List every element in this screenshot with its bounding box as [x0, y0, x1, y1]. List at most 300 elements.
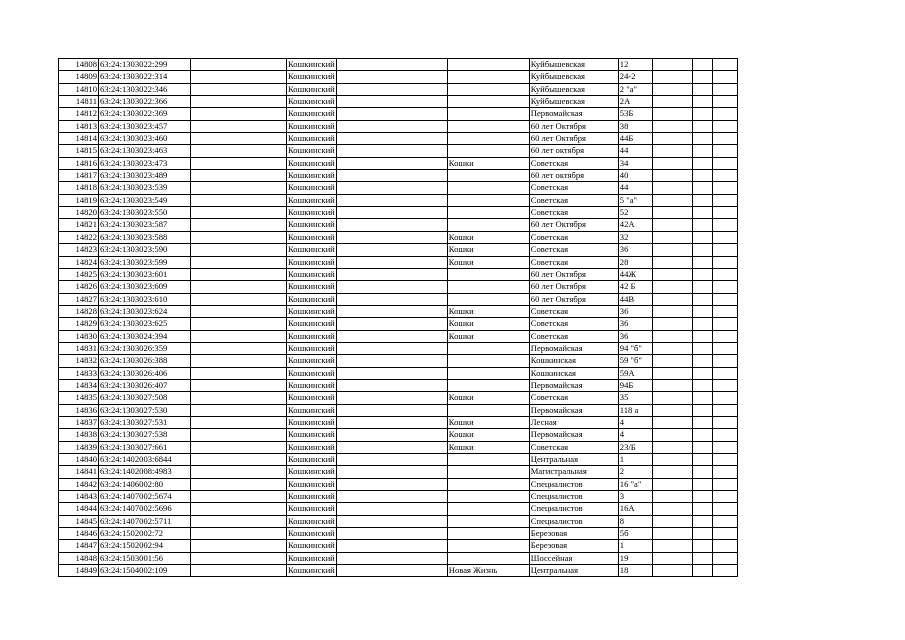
street-cell: 60 лет Октября	[529, 268, 618, 280]
settlement-cell: Кошки	[447, 231, 529, 243]
house-number-cell: 5б	[618, 528, 652, 540]
empty-cell	[191, 367, 287, 379]
district-cell: Кошкинский	[288, 565, 335, 576]
extra-cell-a	[652, 565, 692, 577]
district-cell: Кошкинский	[288, 330, 335, 341]
table-row	[59, 416, 738, 428]
extra-cell-b	[692, 231, 712, 243]
table-row	[59, 71, 738, 83]
street-cell: Первомайская	[529, 429, 618, 441]
extra-cell-c	[712, 71, 737, 83]
row-number-cell: 14839	[59, 441, 99, 453]
table-row	[59, 120, 738, 132]
extra-cell-b	[692, 367, 712, 379]
extra-cell-b	[692, 392, 712, 404]
table-row	[59, 454, 738, 466]
extra-cell-a	[652, 182, 692, 194]
row-number-cell: 14810	[59, 83, 99, 95]
table-row	[59, 133, 738, 145]
extra-cell-b	[692, 219, 712, 231]
cadastral-number-cell: 63:24:1303023:460	[99, 133, 191, 145]
district-cell: Кошкинский	[288, 108, 335, 119]
settlement-cell: Кошки	[447, 244, 529, 256]
extra-cell-b	[692, 305, 712, 317]
blank-cell	[336, 108, 447, 120]
blank-cell	[336, 170, 447, 182]
row-number-cell: 14841	[59, 466, 99, 478]
cadastral-number-cell: 63:24:1407002:5711	[99, 515, 191, 527]
row-number-cell: 14831	[59, 342, 99, 354]
empty-cell	[191, 120, 287, 132]
house-number-cell: 44Ж	[618, 268, 652, 280]
empty-cell	[191, 157, 287, 169]
house-number-cell: 16 "а"	[618, 478, 652, 490]
street-cell: Первомайская	[529, 108, 618, 120]
row-number-cell: 14849	[59, 565, 99, 577]
street-cell: Специалистов	[529, 515, 618, 527]
house-number-cell: 23/Б	[618, 441, 652, 453]
empty-cell	[191, 491, 287, 503]
district-cell: Кошкинский	[288, 207, 335, 218]
row-number-cell: 14847	[59, 540, 99, 552]
blank-cell	[336, 503, 447, 515]
table-row	[59, 108, 738, 120]
extra-cell-b	[692, 293, 712, 305]
settlement-cell	[447, 293, 529, 305]
extra-cell-b	[692, 454, 712, 466]
settlement-cell: Кошки	[447, 330, 529, 342]
blank-cell	[336, 71, 447, 83]
row-number-cell: 14823	[59, 244, 99, 256]
extra-cell-b	[692, 503, 712, 515]
extra-cell-a	[652, 367, 692, 379]
blank-cell	[336, 355, 447, 367]
extra-cell-c	[712, 528, 737, 540]
extra-cell-a	[652, 71, 692, 83]
district-cell: Кошкинский	[288, 120, 335, 131]
extra-cell-c	[712, 108, 737, 120]
row-number-cell: 14814	[59, 133, 99, 145]
cadastral-number-cell: 63:24:1503001:56	[99, 552, 191, 564]
street-cell: Специалистов	[529, 503, 618, 515]
settlement-cell	[447, 194, 529, 206]
extra-cell-a	[652, 145, 692, 157]
cadastral-number-cell: 63:24:1303022:346	[99, 83, 191, 95]
extra-cell-c	[712, 293, 737, 305]
cadastral-number-cell: 63:24:1303023:539	[99, 182, 191, 194]
extra-cell-c	[712, 367, 737, 379]
empty-cell	[191, 404, 287, 416]
row-number-cell: 14845	[59, 515, 99, 527]
district-cell: Кошкинский	[288, 441, 335, 452]
table-row	[59, 367, 738, 379]
street-cell: Советская	[529, 330, 618, 342]
row-number-cell: 14821	[59, 219, 99, 231]
blank-cell	[336, 367, 447, 379]
row-number-cell: 14848	[59, 552, 99, 564]
district-cell: Кошкинский	[288, 170, 335, 181]
extra-cell-a	[652, 416, 692, 428]
district-cell: Кошкинский	[288, 293, 335, 304]
empty-cell	[191, 83, 287, 95]
settlement-cell	[447, 170, 529, 182]
settlement-cell	[447, 108, 529, 120]
extra-cell-c	[712, 59, 737, 71]
cadastral-number-cell: 63:24:1303023:601	[99, 268, 191, 280]
house-number-cell: 19	[618, 552, 652, 564]
extra-cell-b	[692, 466, 712, 478]
table-row	[59, 59, 738, 71]
district-cell: Кошкинский	[288, 466, 335, 477]
extra-cell-a	[652, 355, 692, 367]
empty-cell	[191, 355, 287, 367]
street-cell: 60 лет октября	[529, 145, 618, 157]
extra-cell-a	[652, 342, 692, 354]
settlement-cell	[447, 342, 529, 354]
house-number-cell: 2	[618, 466, 652, 478]
table-row	[59, 256, 738, 268]
cadastral-number-cell: 63:24:1303023:624	[99, 305, 191, 317]
table-row	[59, 466, 738, 478]
table-row	[59, 231, 738, 243]
district-cell: Кошкинский	[288, 268, 335, 279]
table-row	[59, 478, 738, 490]
extra-cell-b	[692, 565, 712, 577]
settlement-cell: Кошки	[447, 416, 529, 428]
settlement-cell	[447, 552, 529, 564]
cadastral-number-cell: 63:24:1406002:80	[99, 478, 191, 490]
cadastral-number-cell: 63:24:1303026:388	[99, 355, 191, 367]
settlement-cell	[447, 133, 529, 145]
row-number-cell: 14815	[59, 145, 99, 157]
cadastral-number-cell: 63:24:1303022:369	[99, 108, 191, 120]
street-cell: Советская	[529, 318, 618, 330]
district-cell: Кошкинский	[288, 392, 335, 403]
cadastral-number-cell: 63:24:1407002:5696	[99, 503, 191, 515]
blank-cell	[336, 207, 447, 219]
house-number-cell: 38	[618, 120, 652, 132]
blank-cell	[336, 565, 447, 577]
empty-cell	[191, 268, 287, 280]
district-cell: Кошкинский	[288, 515, 335, 526]
extra-cell-c	[712, 503, 737, 515]
cadastral-number-cell: 63:24:1303023:588	[99, 231, 191, 243]
district-cell: Кошкинский	[288, 194, 335, 205]
extra-cell-a	[652, 194, 692, 206]
settlement-cell: Кошки	[447, 256, 529, 268]
blank-cell	[336, 120, 447, 132]
street-cell: Специалистов	[529, 491, 618, 503]
street-cell: Первомайская	[529, 404, 618, 416]
blank-cell	[336, 96, 447, 108]
row-number-cell: 14828	[59, 305, 99, 317]
house-number-cell: 8	[618, 515, 652, 527]
cadastral-number-cell: 63:24:1402003:6844	[99, 454, 191, 466]
extra-cell-a	[652, 379, 692, 391]
blank-cell	[336, 552, 447, 564]
settlement-cell	[447, 83, 529, 95]
street-cell: Советская	[529, 182, 618, 194]
extra-cell-a	[652, 392, 692, 404]
row-number-cell: 14835	[59, 392, 99, 404]
extra-cell-c	[712, 207, 737, 219]
extra-cell-b	[692, 133, 712, 145]
street-cell: Первомайская	[529, 342, 618, 354]
cadastral-number-cell: 63:24:1407002:5674	[99, 491, 191, 503]
extra-cell-a	[652, 256, 692, 268]
settlement-cell	[447, 182, 529, 194]
extra-cell-c	[712, 318, 737, 330]
house-number-cell: 118 а	[618, 404, 652, 416]
street-cell: Советская	[529, 244, 618, 256]
house-number-cell: 18	[618, 565, 652, 577]
cadastral-number-cell: 63:24:1303023:590	[99, 244, 191, 256]
empty-cell	[191, 515, 287, 527]
street-cell: 60 лет Октября	[529, 219, 618, 231]
house-number-cell: 59 "б"	[618, 355, 652, 367]
street-cell: Куйбышевская	[529, 96, 618, 108]
extra-cell-c	[712, 231, 737, 243]
row-number-cell: 14812	[59, 108, 99, 120]
cadastral-number-cell: 63:24:1502002:94	[99, 540, 191, 552]
cadastral-number-cell: 63:24:1303027:508	[99, 392, 191, 404]
house-number-cell: 3	[618, 491, 652, 503]
house-number-cell: 4	[618, 429, 652, 441]
district-cell: Кошкинский	[288, 219, 335, 230]
cadastral-number-cell: 63:24:1303022:314	[99, 71, 191, 83]
cadastral-number-cell: 63:24:1303023:587	[99, 219, 191, 231]
extra-cell-b	[692, 515, 712, 527]
row-number-cell: 14808	[59, 59, 99, 71]
district-cell: Кошкинский	[288, 133, 335, 144]
district-cell: Кошкинский	[288, 552, 335, 563]
extra-cell-a	[652, 528, 692, 540]
empty-cell	[191, 379, 287, 391]
empty-cell	[191, 281, 287, 293]
extra-cell-a	[652, 170, 692, 182]
extra-cell-b	[692, 491, 712, 503]
cadastral-number-cell: 63:24:1303022:299	[99, 59, 191, 71]
cadastral-number-cell: 63:24:1402008:4983	[99, 466, 191, 478]
cadastral-number-cell: 63:24:1303027:538	[99, 429, 191, 441]
empty-cell	[191, 305, 287, 317]
house-number-cell: 5 "а"	[618, 194, 652, 206]
settlement-cell	[447, 268, 529, 280]
extra-cell-c	[712, 170, 737, 182]
district-cell: Кошкинский	[288, 256, 335, 267]
settlement-cell	[447, 515, 529, 527]
table-row	[59, 503, 738, 515]
house-number-cell: 40	[618, 170, 652, 182]
settlement-cell	[447, 71, 529, 83]
extra-cell-a	[652, 59, 692, 71]
extra-cell-b	[692, 207, 712, 219]
table-row	[59, 293, 738, 305]
cadastral-number-cell: 63:24:1303026:359	[99, 342, 191, 354]
row-number-cell: 14834	[59, 379, 99, 391]
district-cell: Кошкинский	[288, 454, 335, 464]
district-cell: Кошкинский	[288, 182, 335, 193]
empty-cell	[191, 71, 287, 83]
extra-cell-b	[692, 59, 712, 71]
empty-cell	[191, 528, 287, 540]
table-row	[59, 355, 738, 367]
district-cell: Кошкинский	[288, 528, 335, 539]
street-cell: 60 лет Октября	[529, 120, 618, 132]
extra-cell-c	[712, 416, 737, 428]
extra-cell-a	[652, 404, 692, 416]
empty-cell	[191, 293, 287, 305]
extra-cell-b	[692, 429, 712, 441]
house-number-cell: 1	[618, 540, 652, 552]
empty-cell	[191, 429, 287, 441]
row-number-cell: 14818	[59, 182, 99, 194]
row-number-cell: 14813	[59, 120, 99, 132]
extra-cell-b	[692, 108, 712, 120]
house-number-cell: 44В	[618, 293, 652, 305]
extra-cell-c	[712, 145, 737, 157]
street-cell: Советская	[529, 231, 618, 243]
extra-cell-a	[652, 552, 692, 564]
extra-cell-c	[712, 157, 737, 169]
blank-cell	[336, 293, 447, 305]
extra-cell-c	[712, 281, 737, 293]
extra-cell-b	[692, 120, 712, 132]
settlement-cell	[447, 355, 529, 367]
district-cell: Кошкинский	[288, 404, 335, 415]
table-row	[59, 330, 738, 342]
district-cell: Кошкинский	[288, 478, 335, 489]
house-number-cell: 36	[618, 330, 652, 342]
empty-cell	[191, 565, 287, 577]
extra-cell-a	[652, 540, 692, 552]
table-row	[59, 515, 738, 527]
table-row	[59, 379, 738, 391]
extra-cell-c	[712, 515, 737, 527]
settlement-cell: Кошки	[447, 318, 529, 330]
house-number-cell: 24-2	[618, 71, 652, 83]
street-cell: Советская	[529, 157, 618, 169]
blank-cell	[336, 59, 447, 71]
settlement-cell: Новая Жизнь	[447, 565, 529, 577]
extra-cell-a	[652, 231, 692, 243]
empty-cell	[191, 318, 287, 330]
cadastral-number-cell: 63:24:1303026:406	[99, 367, 191, 379]
empty-cell	[191, 133, 287, 145]
extra-cell-c	[712, 466, 737, 478]
extra-cell-b	[692, 157, 712, 169]
empty-cell	[191, 552, 287, 564]
street-cell: 60 лет Октября	[529, 133, 618, 145]
cadastral-number-cell: 63:24:1303027:531	[99, 416, 191, 428]
extra-cell-a	[652, 454, 692, 466]
row-number-cell: 14809	[59, 71, 99, 83]
extra-cell-c	[712, 256, 737, 268]
cadastral-number-cell: 63:24:1303023:610	[99, 293, 191, 305]
extra-cell-c	[712, 392, 737, 404]
row-number-cell: 14825	[59, 268, 99, 280]
settlement-cell	[447, 207, 529, 219]
table-row	[59, 145, 738, 157]
extra-cell-c	[712, 96, 737, 108]
blank-cell	[336, 379, 447, 391]
settlement-cell	[447, 367, 529, 379]
blank-cell	[336, 83, 447, 95]
empty-cell	[191, 256, 287, 268]
street-cell: Советская	[529, 392, 618, 404]
table-row	[59, 540, 738, 552]
street-cell: Куйбышевская	[529, 71, 618, 83]
extra-cell-c	[712, 379, 737, 391]
extra-cell-a	[652, 108, 692, 120]
table-row	[59, 194, 738, 206]
extra-cell-b	[692, 268, 712, 280]
street-cell: Березовая	[529, 528, 618, 540]
extra-cell-c	[712, 404, 737, 416]
extra-cell-c	[712, 478, 737, 490]
empty-cell	[191, 441, 287, 453]
extra-cell-a	[652, 281, 692, 293]
extra-cell-c	[712, 454, 737, 466]
extra-cell-a	[652, 293, 692, 305]
empty-cell	[191, 96, 287, 108]
cadastral-number-cell: 63:24:1303023:549	[99, 194, 191, 206]
extra-cell-a	[652, 318, 692, 330]
extra-cell-b	[692, 540, 712, 552]
house-number-cell: 94 "б"	[618, 342, 652, 354]
row-number-cell: 14829	[59, 318, 99, 330]
street-cell: Центральная	[529, 454, 618, 466]
settlement-cell	[447, 379, 529, 391]
table-row	[59, 552, 738, 564]
blank-cell	[336, 478, 447, 490]
table-row	[59, 491, 738, 503]
street-cell: Кошкинская	[529, 367, 618, 379]
settlement-cell: Кошки	[447, 441, 529, 453]
row-number-cell: 14826	[59, 281, 99, 293]
extra-cell-c	[712, 330, 737, 342]
extra-cell-b	[692, 170, 712, 182]
table-row	[59, 565, 738, 577]
settlement-cell	[447, 59, 529, 71]
extra-cell-a	[652, 330, 692, 342]
extra-cell-c	[712, 342, 737, 354]
row-number-cell: 14822	[59, 231, 99, 243]
cadastral-number-cell: 63:24:1303023:463	[99, 145, 191, 157]
empty-cell	[191, 478, 287, 490]
extra-cell-b	[692, 145, 712, 157]
street-cell: Лесная	[529, 416, 618, 428]
table-row	[59, 318, 738, 330]
blank-cell	[336, 231, 447, 243]
extra-cell-c	[712, 268, 737, 280]
settlement-cell: Кошки	[447, 392, 529, 404]
row-number-cell: 14836	[59, 404, 99, 416]
empty-cell	[191, 59, 287, 71]
extra-cell-a	[652, 515, 692, 527]
row-number-cell: 14844	[59, 503, 99, 515]
row-number-cell: 14816	[59, 157, 99, 169]
extra-cell-b	[692, 194, 712, 206]
table-row	[59, 219, 738, 231]
extra-cell-b	[692, 552, 712, 564]
table-row	[59, 96, 738, 108]
table-row	[59, 528, 738, 540]
row-number-cell: 14832	[59, 355, 99, 367]
house-number-cell: 36	[618, 305, 652, 317]
extra-cell-a	[652, 503, 692, 515]
extra-cell-c	[712, 120, 737, 132]
